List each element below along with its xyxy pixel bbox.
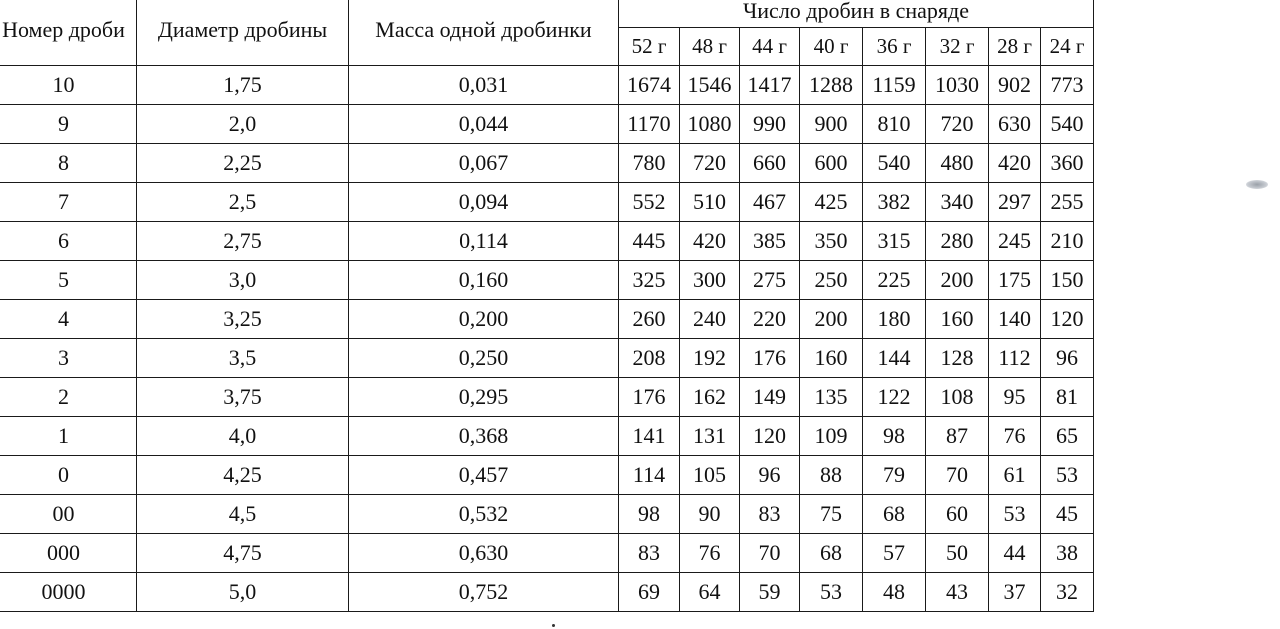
- cell-count: 38: [1041, 534, 1094, 573]
- cell-count: 810: [863, 105, 926, 144]
- cell-count: 44: [989, 534, 1041, 573]
- cell-count: 1030: [926, 66, 989, 105]
- cell-count: 150: [1041, 261, 1094, 300]
- cell-count: 540: [1041, 105, 1094, 144]
- cell-number: 10: [0, 66, 137, 105]
- cell-count: 225: [863, 261, 926, 300]
- header-number: Номер дроби: [0, 0, 137, 66]
- cell-count: 350: [800, 222, 863, 261]
- cell-count: 60: [926, 495, 989, 534]
- cell-mass: 0,457: [349, 456, 619, 495]
- cell-mass: 0,044: [349, 105, 619, 144]
- scan-speck: [552, 624, 555, 627]
- table-body: [0, 66, 1094, 612]
- cell-count: 90: [680, 495, 740, 534]
- cell-count: 240: [680, 300, 740, 339]
- cell-count: 180: [863, 300, 926, 339]
- cell-diameter: 3,0: [137, 261, 349, 300]
- cell-diameter: 1,75: [137, 66, 349, 105]
- cell-count: 340: [926, 183, 989, 222]
- cell-count: 48: [863, 573, 926, 612]
- table-row: [0, 417, 1094, 456]
- cell-count: 70: [740, 534, 800, 573]
- cell-count: 1170: [619, 105, 680, 144]
- cell-number: 9: [0, 105, 137, 144]
- cell-count: 135: [800, 378, 863, 417]
- cell-count: 53: [800, 573, 863, 612]
- cell-count: 245: [989, 222, 1041, 261]
- cell-count: 720: [680, 144, 740, 183]
- cell-count: 250: [800, 261, 863, 300]
- cell-count: 68: [863, 495, 926, 534]
- cell-count: 192: [680, 339, 740, 378]
- table-row: [0, 495, 1094, 534]
- cell-mass: 0,094: [349, 183, 619, 222]
- cell-count: 61: [989, 456, 1041, 495]
- table-row: [0, 261, 1094, 300]
- cell-diameter: 2,5: [137, 183, 349, 222]
- header-weight: 48 г: [680, 27, 740, 65]
- table-row: [0, 378, 1094, 417]
- cell-count: 96: [1041, 339, 1094, 378]
- cell-mass: 0,250: [349, 339, 619, 378]
- header-weight: 52 г: [619, 27, 680, 65]
- cell-diameter: 3,75: [137, 378, 349, 417]
- table-row: [0, 339, 1094, 378]
- cell-count: 87: [926, 417, 989, 456]
- cell-mass: 0,630: [349, 534, 619, 573]
- table-row: [0, 144, 1094, 183]
- cell-count: 83: [619, 534, 680, 573]
- cell-count: 176: [740, 339, 800, 378]
- cell-mass: 0,368: [349, 417, 619, 456]
- cell-count: 57: [863, 534, 926, 573]
- cell-count: 200: [800, 300, 863, 339]
- cell-count: 175: [989, 261, 1041, 300]
- cell-count: 83: [740, 495, 800, 534]
- header-weight: 36 г: [863, 27, 926, 65]
- cell-count: 120: [1041, 300, 1094, 339]
- cell-count: 220: [740, 300, 800, 339]
- cell-count: 297: [989, 183, 1041, 222]
- header-count-group: Число дробин в снаряде: [619, 0, 1094, 27]
- cell-count: 315: [863, 222, 926, 261]
- header-weight: 40 г: [800, 27, 863, 65]
- cell-count: 260: [619, 300, 680, 339]
- table-row: [0, 300, 1094, 339]
- cell-count: 510: [680, 183, 740, 222]
- cell-diameter: 4,25: [137, 456, 349, 495]
- cell-mass: 0,295: [349, 378, 619, 417]
- cell-count: 76: [680, 534, 740, 573]
- cell-diameter: 5,0: [137, 573, 349, 612]
- cell-diameter: 3,5: [137, 339, 349, 378]
- cell-diameter: 2,75: [137, 222, 349, 261]
- cell-diameter: 4,75: [137, 534, 349, 573]
- cell-count: 140: [989, 300, 1041, 339]
- cell-count: 902: [989, 66, 1041, 105]
- cell-count: 96: [740, 456, 800, 495]
- cell-count: 53: [1041, 456, 1094, 495]
- cell-count: 1417: [740, 66, 800, 105]
- cell-number: 6: [0, 222, 137, 261]
- cell-count: 255: [1041, 183, 1094, 222]
- cell-mass: 0,752: [349, 573, 619, 612]
- cell-number: 3: [0, 339, 137, 378]
- table-row: [0, 183, 1094, 222]
- cell-count: 131: [680, 417, 740, 456]
- cell-count: 540: [863, 144, 926, 183]
- header-row-top: [0, 0, 1094, 27]
- table-row: [0, 534, 1094, 573]
- cell-number: 00: [0, 495, 137, 534]
- cell-count: 79: [863, 456, 926, 495]
- cell-number: 7: [0, 183, 137, 222]
- table-row: [0, 222, 1094, 261]
- cell-count: 108: [926, 378, 989, 417]
- cell-count: 720: [926, 105, 989, 144]
- cell-count: 208: [619, 339, 680, 378]
- cell-count: 552: [619, 183, 680, 222]
- cell-count: 210: [1041, 222, 1094, 261]
- cell-number: 8: [0, 144, 137, 183]
- cell-count: 76: [989, 417, 1041, 456]
- cell-count: 32: [1041, 573, 1094, 612]
- header-diameter: Диаметр дробины: [137, 0, 349, 66]
- cell-number: 4: [0, 300, 137, 339]
- cell-count: 69: [619, 573, 680, 612]
- cell-count: 325: [619, 261, 680, 300]
- cell-count: 45: [1041, 495, 1094, 534]
- cell-count: 162: [680, 378, 740, 417]
- cell-count: 120: [740, 417, 800, 456]
- cell-mass: 0,067: [349, 144, 619, 183]
- header-weight: 24 г: [1041, 27, 1094, 65]
- cell-count: 50: [926, 534, 989, 573]
- table-row: [0, 573, 1094, 612]
- cell-diameter: 3,25: [137, 300, 349, 339]
- cell-count: 141: [619, 417, 680, 456]
- cell-number: 0: [0, 456, 137, 495]
- cell-mass: 0,532: [349, 495, 619, 534]
- cell-count: 149: [740, 378, 800, 417]
- cell-count: 144: [863, 339, 926, 378]
- cell-count: 660: [740, 144, 800, 183]
- header-weight: 32 г: [926, 27, 989, 65]
- cell-diameter: 2,25: [137, 144, 349, 183]
- cell-count: 300: [680, 261, 740, 300]
- cell-count: 68: [800, 534, 863, 573]
- cell-count: 420: [989, 144, 1041, 183]
- cell-count: 280: [926, 222, 989, 261]
- cell-number: 000: [0, 534, 137, 573]
- cell-count: 112: [989, 339, 1041, 378]
- cell-count: 64: [680, 573, 740, 612]
- cell-count: 445: [619, 222, 680, 261]
- table-row: [0, 456, 1094, 495]
- cell-count: 70: [926, 456, 989, 495]
- cell-count: 128: [926, 339, 989, 378]
- cell-count: 95: [989, 378, 1041, 417]
- cell-count: 98: [619, 495, 680, 534]
- cell-count: 160: [926, 300, 989, 339]
- table-row: [0, 66, 1094, 105]
- cell-count: 990: [740, 105, 800, 144]
- cell-count: 105: [680, 456, 740, 495]
- cell-count: 114: [619, 456, 680, 495]
- cell-count: 59: [740, 573, 800, 612]
- cell-number: 2: [0, 378, 137, 417]
- cell-diameter: 4,0: [137, 417, 349, 456]
- cell-count: 109: [800, 417, 863, 456]
- cell-count: 81: [1041, 378, 1094, 417]
- cell-count: 385: [740, 222, 800, 261]
- cell-count: 1674: [619, 66, 680, 105]
- table-row: [0, 105, 1094, 144]
- cell-count: 65: [1041, 417, 1094, 456]
- cell-count: 780: [619, 144, 680, 183]
- cell-number: 0000: [0, 573, 137, 612]
- cell-count: 43: [926, 573, 989, 612]
- header-weight: 28 г: [989, 27, 1041, 65]
- cell-count: 98: [863, 417, 926, 456]
- cell-diameter: 4,5: [137, 495, 349, 534]
- cell-count: 275: [740, 261, 800, 300]
- cell-count: 1080: [680, 105, 740, 144]
- cell-count: 88: [800, 456, 863, 495]
- cell-count: 176: [619, 378, 680, 417]
- cell-count: 630: [989, 105, 1041, 144]
- cell-count: 200: [926, 261, 989, 300]
- cell-count: 360: [1041, 144, 1094, 183]
- header-weight: 44 г: [740, 27, 800, 65]
- cell-mass: 0,114: [349, 222, 619, 261]
- table-header: [0, 0, 1094, 66]
- cell-number: 1: [0, 417, 137, 456]
- cell-count: 1288: [800, 66, 863, 105]
- scan-smudge: [1246, 180, 1268, 189]
- cell-count: 420: [680, 222, 740, 261]
- cell-count: 1159: [863, 66, 926, 105]
- cell-count: 773: [1041, 66, 1094, 105]
- header-mass: Масса одной дробинки: [349, 0, 619, 66]
- cell-count: 600: [800, 144, 863, 183]
- cell-count: 53: [989, 495, 1041, 534]
- cell-count: 75: [800, 495, 863, 534]
- cell-count: 382: [863, 183, 926, 222]
- cell-count: 900: [800, 105, 863, 144]
- cell-count: 1546: [680, 66, 740, 105]
- cell-number: 5: [0, 261, 137, 300]
- cell-count: 480: [926, 144, 989, 183]
- cell-mass: 0,160: [349, 261, 619, 300]
- cell-count: 425: [800, 183, 863, 222]
- cell-count: 37: [989, 573, 1041, 612]
- cell-count: 467: [740, 183, 800, 222]
- cell-count: 160: [800, 339, 863, 378]
- cell-mass: 0,031: [349, 66, 619, 105]
- cell-diameter: 2,0: [137, 105, 349, 144]
- cell-mass: 0,200: [349, 300, 619, 339]
- cell-count: 122: [863, 378, 926, 417]
